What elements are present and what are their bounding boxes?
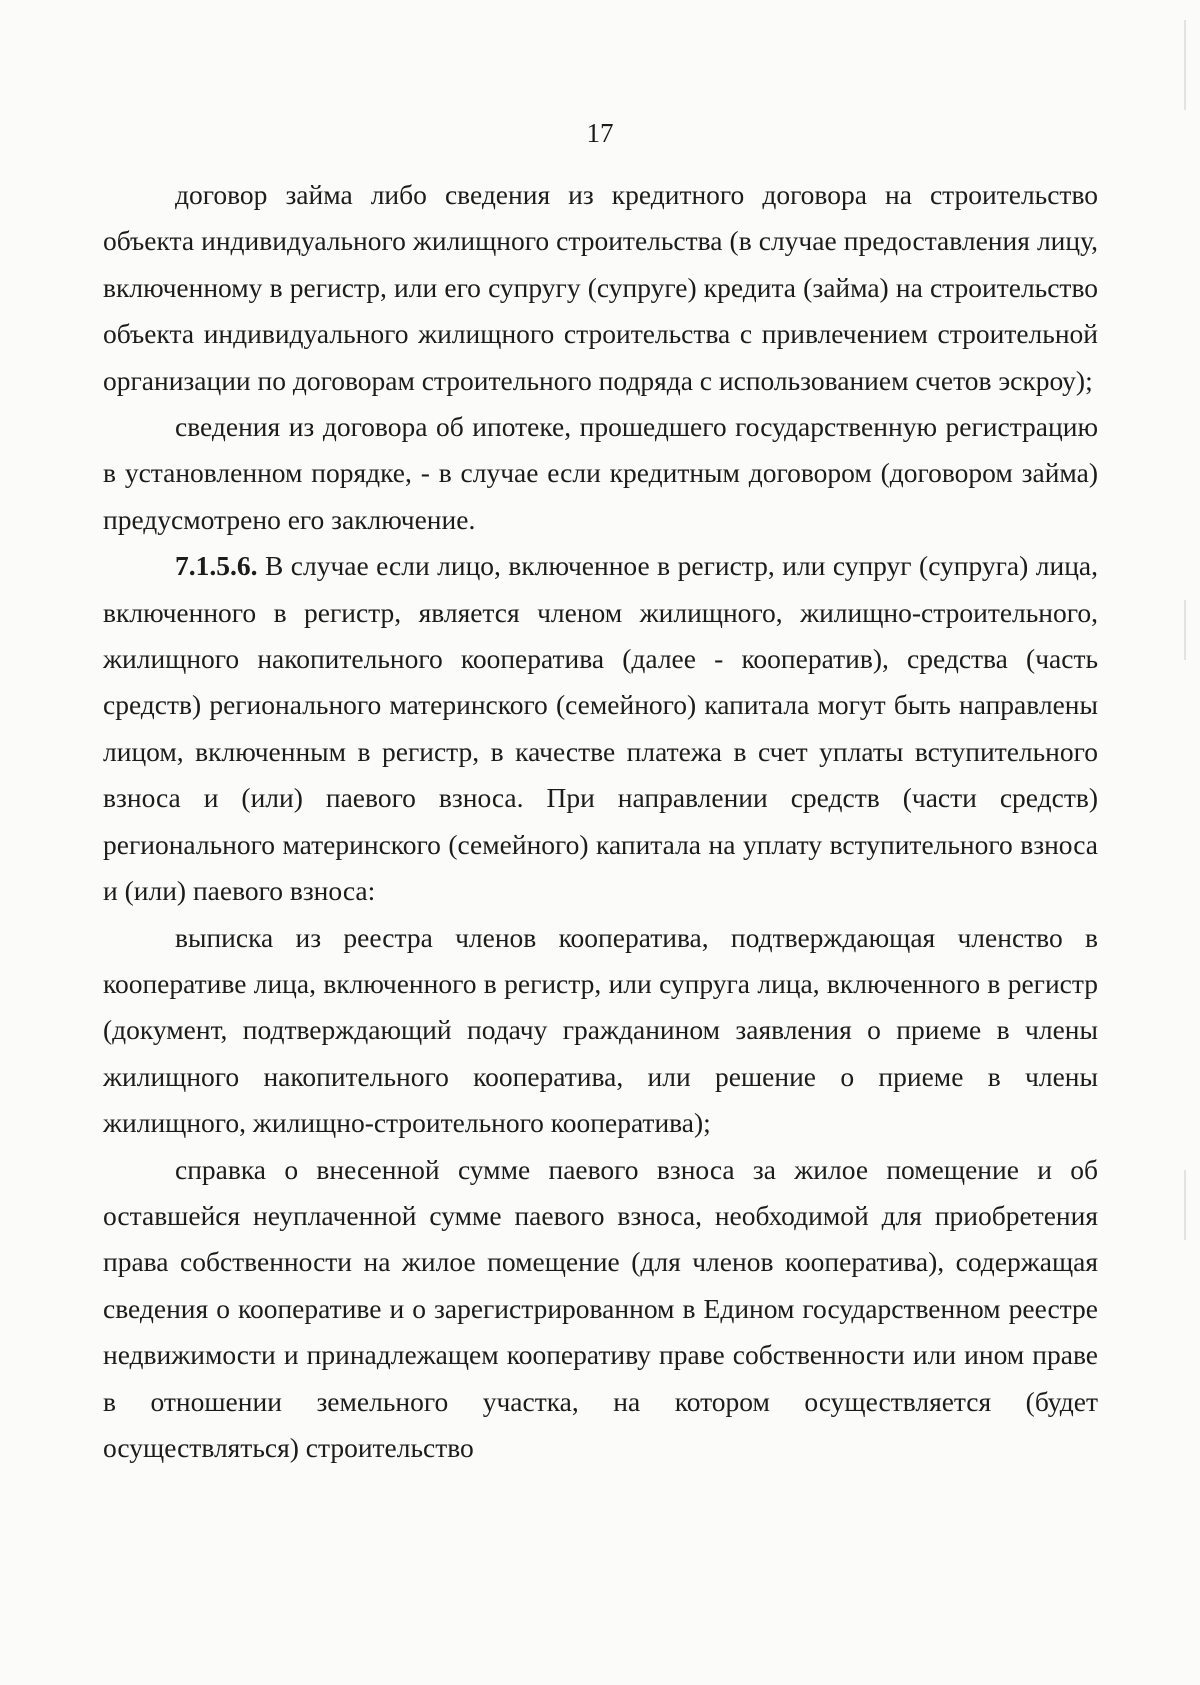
paragraph-7-1-5-6 [103, 543, 1098, 914]
paragraph-text: выписка из реестра членов кооператива, подтверждающая членство в кооперативе лица, включенного в регистр, или супруга лица, включенного в регистр (документ, подтверждающий подачу гражданином заявления о приеме в члены жилищного накопительного кооператива, или решение о приеме в члены жилищного, жилищно-строительного кооператива); [103, 921, 1098, 1139]
scan-edge-mark [1184, 1170, 1186, 1240]
page-number: 17 [586, 118, 614, 148]
paragraph-loan-agreement [103, 172, 1098, 404]
document-body [103, 172, 1098, 1471]
scan-edge-mark [1184, 600, 1186, 660]
paragraph-text: сведения из договора об ипотеке, прошедшего государственную регистрацию в установленном порядке, - в случае если кредитным договором (договором займа) предусмотрено его заключение. [103, 411, 1098, 535]
paragraph-mortgage [103, 404, 1098, 543]
paragraph-text: договор займа либо сведения из кредитного договора на строительство объекта индивидуального жилищного строительства (в случае предоставления лицу, включенному в регистр, или его супругу (супруге) кредита (займа) на строительство объекта индивидуального жилищного строительства с привлечением строительной организации по договорам строительного подряда с использованием счетов эскроу); [103, 179, 1098, 396]
paragraph-registry-extract [103, 915, 1098, 1147]
paragraph-share-certificate [103, 1147, 1098, 1472]
paragraph-text: справка о внесенной сумме паевого взноса за жилое помещение и об оставшейся неуплаченной сумме паевого взноса, необходимой для приобретения права собственности на жилое помещение (для членов кооператива), содержащая сведения о кооперативе и о зарегистрированном в Едином государственном реестре недвижимости и принадлежащем кооперативу праве собственности или ином праве в отношении земельного участка, на котором осуществляется (будет осуществляться) строительство [103, 1153, 1098, 1463]
paragraph-text: В случае если лицо, включенное в регистр, или супруг (супруга) лица, включенного в регистр, является членом жилищного, жилищно-строительного, жилищного накопительного кооператива (далее - кооператив), средства (часть средств) регионального материнского (семейного) капитала могут быть направлены лицом, включенным в регистр, в качестве платежа в счет уплаты вступительного взноса и (или) паевого взноса. При направлении средств (части средств) регионального материнского (семейного) капитала на уплату вступительного взноса и (или) паевого взноса: [103, 550, 1098, 907]
scan-edge-mark [1184, 20, 1186, 110]
paragraph-number: 7.1.5.6. [175, 550, 258, 582]
